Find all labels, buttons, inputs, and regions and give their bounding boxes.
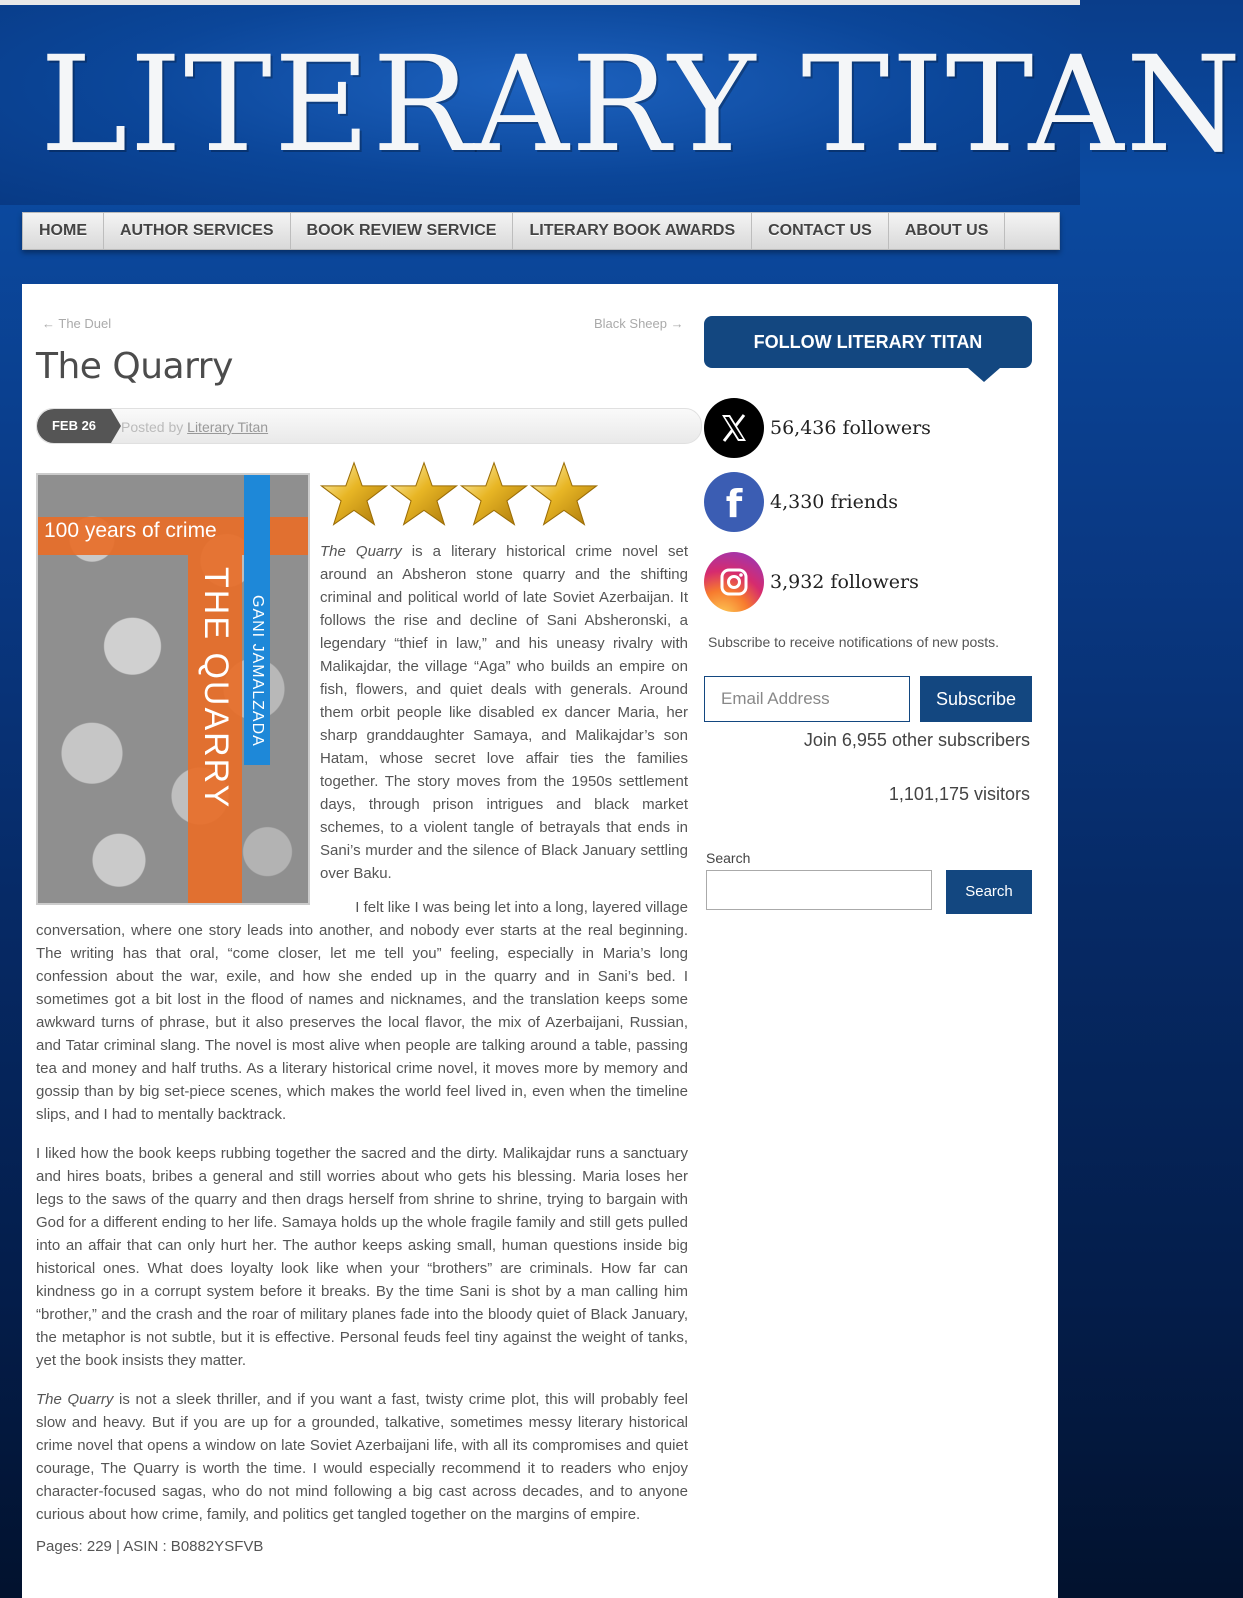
x-followers: 56,436 followers bbox=[770, 417, 931, 439]
review-paragraph-4 bbox=[36, 1388, 688, 1526]
nav-item-book-review-service[interactable]: BOOK REVIEW SERVICE bbox=[291, 213, 514, 249]
social-x[interactable] bbox=[704, 398, 931, 458]
facebook-icon[interactable]: f bbox=[704, 472, 764, 532]
nav-item-contact-us[interactable]: CONTACT US bbox=[752, 213, 889, 249]
prev-post-link[interactable]: ← The Duel bbox=[42, 316, 112, 331]
email-input[interactable] bbox=[704, 676, 910, 722]
star-icon bbox=[390, 460, 458, 528]
site-header bbox=[0, 5, 1243, 205]
instagram-followers: 3,932 followers bbox=[770, 571, 919, 593]
star-icon bbox=[320, 460, 388, 528]
subscriber-count: Join 6,955 other subscribers bbox=[803, 730, 1030, 750]
content-area bbox=[22, 284, 1058, 1598]
posted-by bbox=[121, 409, 268, 445]
facebook-friends: 4,330 friends bbox=[770, 491, 899, 513]
posted-by-label: Posted by bbox=[121, 419, 184, 435]
social-instagram[interactable] bbox=[704, 552, 919, 612]
subscribe-button[interactable]: Subscribe bbox=[920, 676, 1032, 722]
review-paragraph-3: I liked how the book keeps rubbing together the sacred and the dirty. Malikajdar runs a sanctuary and hires boats, bribes a general and still worries about who gets his blessing. Maria loses her legs to the saws of the quarry and then drags herself from shrine to shrine, trying to bargain with God for a different ending to her life. Samaya holds up the whole fragile family and still gets pulled into an affair that can only hurt her. The author keeps asking small, human questions inside big historical ones. What does loyalty look like when your “brothers” are criminals. How far can kindness go in a corrupt system before it breaks. By the time Sani is shot by a man calling him “brother,” and the crash and the roar of military planes fade into the bloody quiet of Black January, the metaphor is not subtle, but it is effective. Personal feuds feel tiny against the weight of tanks, yet the book insists they matter. bbox=[36, 1145, 688, 1369]
review-paragraph-1-text: is a literary historical crime novel set around an Absheron stone quarry and the shifting criminal and political world of late Soviet Azerbaijan. It follows the rise and decline of Sani Absheronski, a legendary “thief in law,” and his uneasy rivalry with Malikajdar, the village “Aga” who builds an empire on fish, flowers, and quiet deals with generals. Around them orbit people like disabled ex dancer Maria, her sharp granddaughter Samaya, and Malikajdar’s son Hatam, whose secret love affair ties the families together. The story moves from the 1950s settlement days, through prison intrigues and black market schemes, to a violent tangle of betrayals that ends in Sani’s murder and the silence of Black January settling over Baku. bbox=[320, 543, 689, 882]
post-title: The Quarry bbox=[36, 346, 233, 387]
review-paragraph-2: conversation, where one story leads into another, and nobody ever starts at the real beginning. The writing has that oral, “come closer, let me tell you” feeling, especially in Maria’s long confession about the war, exile, and how she ended up in the quarry and in Sani’s bed. I sometimes got a bit lost in the flood of names and nicknames, and the translation keeps some awkward turns of phrase, but it also preserves the local flavor, the mix of Azerbaijani, Russian, and Tatar criminal slang. The novel is most alive when people are talking around a table, passing tea and money and half truths. As a literary historical crime novel, it moves more by memory and gossip than by big set-piece scenes, which makes the world feel lived in, even when the timeline slips, and I had to mentally backtrack. bbox=[36, 922, 688, 1123]
author-link[interactable]: Literary Titan bbox=[187, 419, 269, 435]
review-paragraph-4-text: is not a sleek thriller, and if you want a fast, twisty crime plot, this will probably feel slow and heavy. But if you are up for a grounded, talkative, sometimes messy literary historical crime novel that opens a window on late Soviet Azerbaijani life, with all its compromises and quiet courage, The Quarry is worth the time. I would especially recommend it to readers who enjoy character-focused sagas, who do not mind following a big cast across decades, and to anyone curious about how crime, family, and politics get tangled together on the margins of empire. bbox=[36, 1391, 689, 1523]
review-paragraph-2-start: I felt like I was being let into a long, layered village bbox=[355, 899, 688, 916]
rating-stars bbox=[320, 460, 598, 528]
x-icon[interactable] bbox=[704, 398, 764, 458]
cover-tagline: 100 years of crime bbox=[44, 519, 217, 542]
search-input[interactable] bbox=[706, 870, 932, 910]
cover-author: GANI JAMALZADA bbox=[249, 595, 266, 747]
social-facebook[interactable] bbox=[704, 472, 898, 532]
nav-item-author-services[interactable]: AUTHOR SERVICES bbox=[104, 213, 291, 249]
book-cover[interactable] bbox=[36, 473, 310, 905]
instagram-icon[interactable] bbox=[704, 552, 764, 612]
post-meta-bar bbox=[36, 408, 702, 444]
date-badge: FEB 26 bbox=[37, 409, 111, 443]
site-logo[interactable]: LITERARY TITAN bbox=[40, 28, 1243, 182]
book-title-italic-2: The Quarry bbox=[36, 1391, 114, 1408]
next-post-link[interactable]: Black Sheep → bbox=[594, 316, 684, 331]
star-icon bbox=[460, 460, 528, 528]
nav-item-literary-book-awards[interactable]: LITERARY BOOK AWARDS bbox=[513, 213, 752, 249]
book-details: Pages: 229 | ASIN : B0882YSFVB bbox=[36, 1538, 264, 1555]
book-title-italic: The Quarry bbox=[320, 543, 402, 560]
nav-item-about-us[interactable]: ABOUT US bbox=[889, 213, 1006, 249]
star-icon bbox=[530, 460, 598, 528]
cover-title: THE QUARRY bbox=[197, 567, 235, 810]
subscribe-text: Subscribe to receive notifications of new posts. bbox=[708, 634, 1000, 650]
nav-item-home[interactable]: HOME bbox=[23, 213, 104, 249]
search-label: Search bbox=[706, 850, 751, 866]
follow-heading: FOLLOW LITERARY TITAN bbox=[704, 316, 1032, 368]
main-nav bbox=[22, 212, 1060, 250]
search-button[interactable]: Search bbox=[946, 870, 1032, 914]
review-paragraph-1 bbox=[320, 540, 688, 885]
visitor-count: 1,101,175 visitors bbox=[888, 784, 1030, 804]
